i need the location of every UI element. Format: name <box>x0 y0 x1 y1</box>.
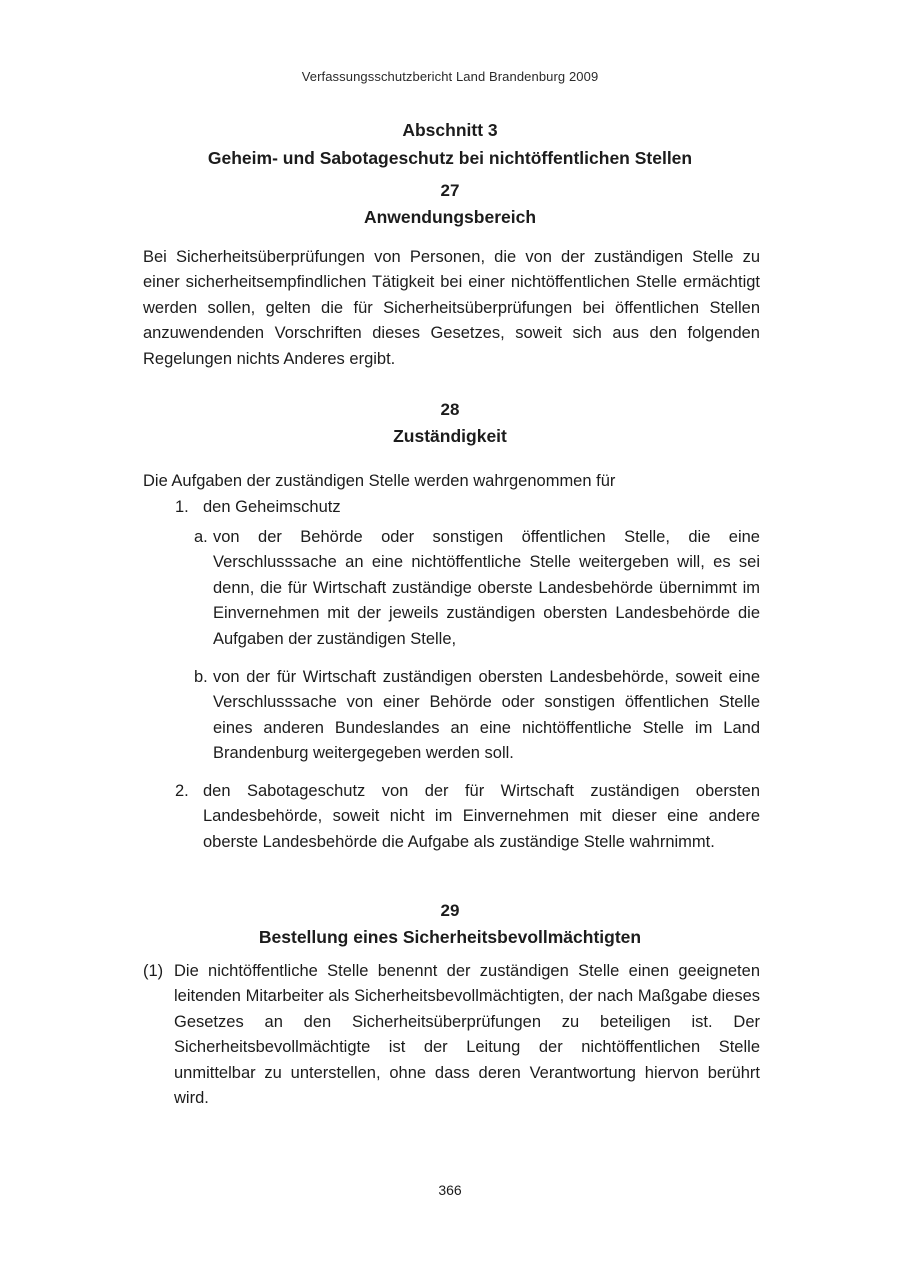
list-item <box>175 495 760 520</box>
section-27-header <box>0 178 900 230</box>
section-29-paragraph: Die nichtöffentliche Stelle benennt der zuständigen Stelle einen geeigneten leitenden Mitarbeiter als Sicherheitsbevollmächtigten, der nach Maßgabe dieses Gesetzes an den Sicherheitsüberprüfungen zu beteiligen ist. Der Sicherheitsbevollmächtigte ist der Leitung der nichtöffentlichen Stelle unmittelbar zu unterstellen, ohne dass deren Verantwortung hiervon berührt wird. <box>174 962 760 1108</box>
list-item-text: von der Behörde oder sonstigen öffentlichen Stelle, die eine Verschlusssache an eine nichtöffentliche Stelle weitergeben will, es sei denn, die für Wirtschaft zuständige oberste Landesbehörde übernimmt im Einvernehmen mit der jeweils zuständigen obersten Landesbehörde die Aufgaben der zuständigen Stelle, <box>213 528 760 648</box>
section-28-intro: Die Aufgaben der zuständigen Stelle werden wahrgenommen für <box>143 472 616 490</box>
section-heading: Zuständigkeit <box>393 426 507 446</box>
chapter-label: Abschnitt 3 <box>402 120 498 140</box>
list-item <box>175 779 760 855</box>
chapter-title: Geheim- und Sabotageschutz bei nichtöffentlichen Stellen <box>207 148 693 168</box>
list-item-text: den Sabotageschutz von der für Wirtschaft zuständigen obersten Landesbehörde, soweit nicht im Einvernehmen mit dieser eine andere oberste Landesbehörde die Aufgabe als zuständige Stelle wahrnimmt. <box>203 782 760 851</box>
section-heading: Bestellung eines Sicherheitsbevollmächtigten <box>258 927 642 947</box>
section-number: 27 <box>440 181 460 200</box>
chapter-title-block <box>0 116 900 172</box>
list-marker: b. <box>194 668 208 686</box>
section-27-text: Bei Sicherheitsüberprüfungen von Personen, die von der zuständigen Stelle zu einer sicherheitsempfindlichen Tätigkeit bei einer nichtöffentlichen Stelle ermächtigt werden sollen, gelten die für Sicherheitsüberprüfungen bei öffentlichen Stellen anzuwendenden Vorschriften dieses Gesetzes, soweit sich aus den folgenden Regelungen nichts Anderes ergibt. <box>143 248 760 368</box>
section-29-header <box>0 898 900 950</box>
list-item-text: von der für Wirtschaft zuständigen obersten Landesbehörde, soweit eine Verschlusssache von einer Behörde oder sonstigen öffentlichen Stelle eines anderen Bundeslandes an eine nichtöffentliche Stelle im Land Brandenburg weitergegeben werden soll. <box>213 668 760 763</box>
section-heading: Anwendungsbereich <box>363 207 537 227</box>
section-number: 28 <box>440 400 460 419</box>
list-item-text: den Geheimschutz <box>203 498 341 516</box>
list-marker: 2. <box>175 782 189 800</box>
sub-list-item <box>194 665 760 767</box>
paragraph-number: (1) <box>143 962 164 980</box>
section-number: 29 <box>440 901 460 920</box>
list-marker: a. <box>194 528 208 546</box>
page-number: 366 <box>438 1182 462 1198</box>
list-marker: 1. <box>175 498 189 516</box>
section-28-header <box>0 397 900 449</box>
sub-list-item <box>194 525 760 652</box>
running-header: Verfassungsschutzbericht Land Brandenburg 2009 <box>301 69 599 84</box>
